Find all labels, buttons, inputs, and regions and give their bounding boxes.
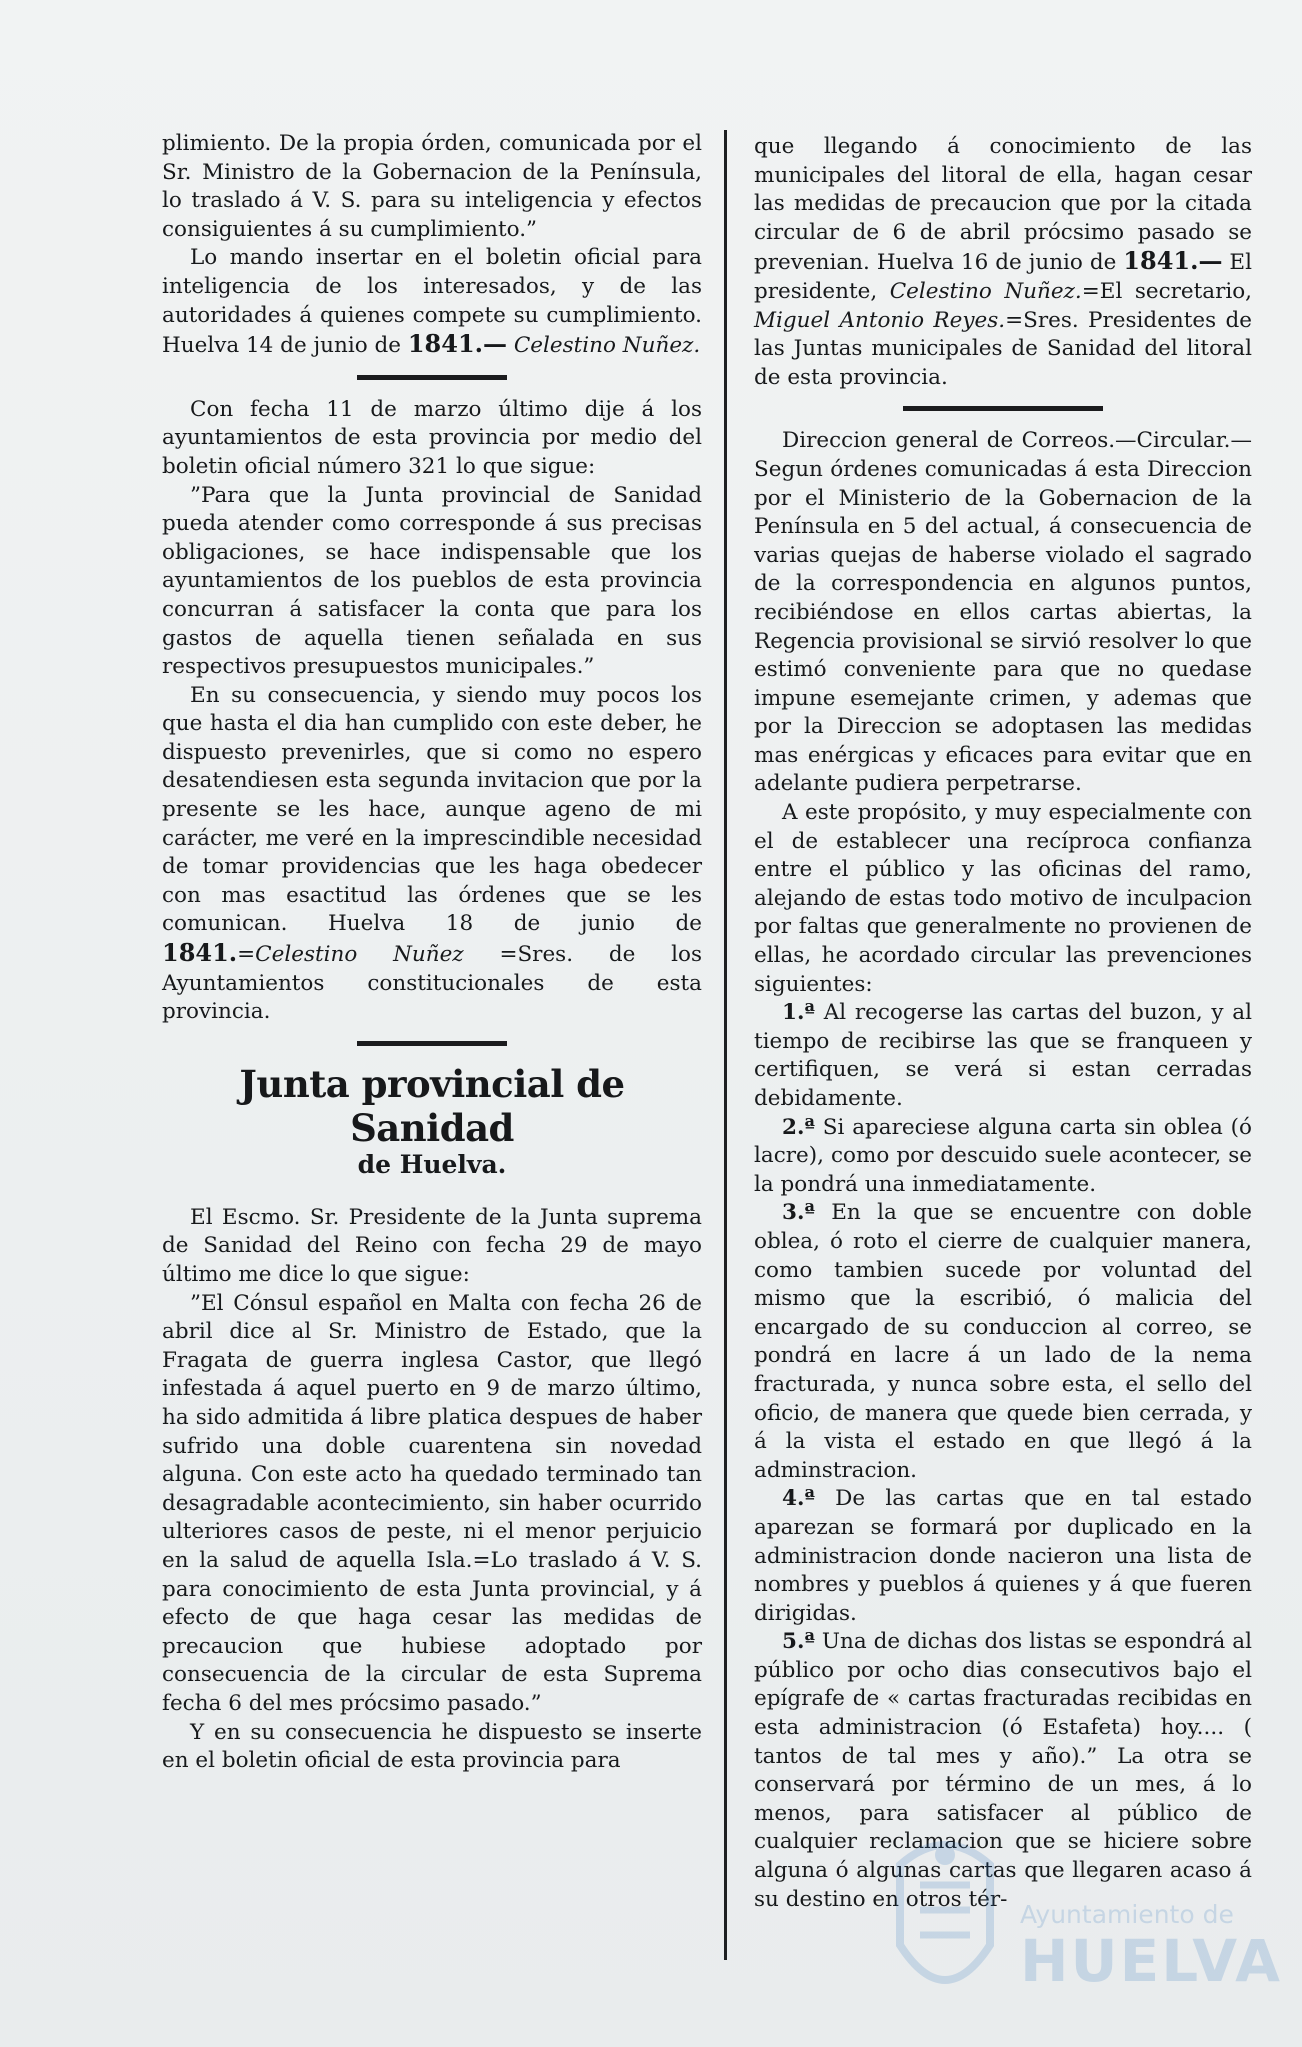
watermark-line: Ayuntamiento de [1020,1900,1234,1929]
list-item [754,1199,1252,1485]
section-divider [357,1041,507,1046]
paragraph: El Escmo. Sr. Presidente de la Junta suprema de Sanidad del Reino con fecha 29 de mayo último me dice lo que sigue: [162,1204,702,1287]
item-number: 3.ª [782,1200,815,1226]
item-number: 1.ª [782,1000,815,1026]
list-item [754,1485,1252,1628]
paragraph-text: =El secretario, [1081,278,1253,304]
signature: Miguel Antonio Reyes. [754,307,1006,333]
paragraph-text: En su consecuencia, y siendo muy pocos los que hasta el dia han cumplido con este deber, he dispuesto prevenirles, que si como no espero desatendiesen esta segunda invitacion que por la presente se les hace, aunque ageno de mi carácter, me veré en la imprescindible necesidad de tomar providencias que les haga obedecer con mas esactitud las órdenes que se les comunican. Huelva 18 de junio de [162,682,702,937]
paragraph: Con fecha 11 de marzo último dije á los ayuntamientos de esta provincia por medio del boletin oficial número 321 lo que sigue: [162,396,702,479]
section-heading: Junta provincial de Sanidad [239,1061,625,1150]
paragraph-text: que llegando á conocimiento de las municipales del litoral de ella, hagan cesar las medidas de precaucion que por la citada circular de 6 de abril prócsimo pasado se prevenian. Huelva 16 de junio de [754,134,1252,276]
item-text: De las cartas que en tal estado aparezan se formará por duplicado en la administracion donde nacieron una lista de nombres y pueblos á quienes y á que fueren dirigidas. [754,1486,1252,1626]
paragraph: A este propósito, y muy especialmente con el de establecer una recíproca confianza entre el público y las oficinas del ramo, alejando de estas todo motivo de inculpacion por faltas que generalmente no provienen de ellas, he acordado circular las prevenciones siguientes: [754,800,1252,997]
watermark-title: HUELVA [1020,1927,1283,1995]
item-text: Una de dichas dos listas se espondrá al público por ocho dias consecutivos bajo el epígrafe de « cartas fracturadas recibidas en esta administracion (ó Estafeta) hoy.... ( tantos de tal mes y año).” La otra se conservará por término de un mes, á lo menos, para satisfacer al público de cualquier reclamacion que se hiciere sobre alguna ó algunas cartas que llegaren acaso á su destino en otros tér- [754,1629,1252,1912]
paragraph-text: =Sres. de los Ayuntamientos constitucionales de esta provincia. [162,942,702,1025]
paragraph-text: Lo mando insertar en el boletin oficial para inteligencia de los interesados, y de las autoridades á quienes compete su cumplimiento. Huelva 14 de junio de [162,245,702,359]
left-column [162,130,702,1776]
year: 1841. [162,938,238,968]
paragraph: ”El Cónsul español en Malta con fecha 26 de abril dice al Sr. Ministro de Estado, que la Fragata de guerra inglesa Castor, que llegó infestada á aquel puerto en 9 de marzo último, ha sido admitida á libre platica despues de haber sufrido una doble cuarentena sin novedad alguna. Con este acto ha quedado terminado tan desagradable acontecimiento, sin haber ocurrido ulteriores casos de peste, ni el menor perjuicio en la salud de aquella Isla.=Lo traslado á V. S. para conocimiento de esta Junta provincial, y á efecto de que haga cesar las medidas de precaucion que hubiese adoptado por consecuencia de la circular de esta Suprema fecha 6 del mes prócsimo pasado.” [162,1290,702,1716]
paragraph: Y en su consecuencia he dispuesto se inserte en el boletin oficial de esta provincia para [162,1719,702,1774]
paragraph: Direccion general de Correos.—Circular.—Segun órdenes comunicadas á esta Direccion por el Ministerio de la Gobernacion de la Península en 5 del actual, á consecuencia de varias quejas de haberse violado el sagrado de la correspondencia en algunos puntos, recibiéndose en ellos cartas abiertas, la Regencia provisional se sirvió resolver lo que estimó conveniente para que no quedase impune esemejante crimen, y ademas que por la Direccion se adoptasen las medidas mas enérgicas y eficaces para evitar que en adelante pudiera perpetrarse. [754,428,1252,797]
paragraph [162,682,702,1027]
right-column [754,133,1252,1914]
column-divider [724,130,727,1960]
section-divider [357,375,507,380]
item-number: 2.ª [782,1114,815,1140]
list-item [754,1114,1252,1200]
item-text: Al recogerse las cartas del buzon, y al tiempo de recibirse las que se franqueen y certifiquen, se verá si estan cerradas debidamente. [754,1000,1252,1111]
paragraph [754,133,1252,392]
paragraph: plimiento. De la propia órden, comunicada por el Sr. Ministro de la Gobernacion de la Península, lo traslado á V. S. para su inteligencia y efectos consiguientes á su cumplimiento.” [162,131,702,242]
section-subheading: de Huelva. [357,1149,507,1179]
signature: =Celestino Nuñez [237,942,464,968]
item-text: Si apareciese alguna carta sin oblea (ó lacre), como por descuido suele acontecer, se la pondrá una inmediatamente. [754,1114,1252,1197]
year: 1841.— [1123,246,1223,276]
item-text: En la que se encuentre con doble oblea, ó roto el cierre de cualquier manera, como tambien sucede por voluntad del mismo que la escribió, ó malicia del encargado de su conduccion al correo, se pondrá en lacre á un lado de la nema fracturada, y nunca sobre esta, el sello del oficio, de manera que quede bien cerrada, y á la vista el estado en que llegó á la adminstracion. [754,1200,1252,1483]
paragraph-text: =Sres. Presidentes de las Juntas municipales de Sanidad del litoral de esta provincia. [754,307,1253,390]
item-number: 5.ª [782,1629,815,1655]
paragraph: ”Para que la Junta provincial de Sanidad pueda atender como corresponde á sus precisas obligaciones, se hace indispensable que los ayuntamientos de los pueblos de esta provincia concurran á satisfacer la conta que para los gastos de aquella tienen señalada en sus respectivos presupuestos municipales.” [162,482,702,680]
item-number: 4.ª [782,1486,815,1512]
paragraph-text: El presidente, [754,250,1252,304]
list-item [754,999,1252,1113]
huelva-coat-of-arms-icon [890,1825,1000,2015]
paragraph [162,244,702,360]
section-divider [903,406,1103,411]
year: 1841.— [407,329,508,359]
watermark [880,1825,1283,2035]
signature: Celestino Nuñez. [513,333,701,359]
signature: Celestino Nuñez. [889,278,1082,304]
